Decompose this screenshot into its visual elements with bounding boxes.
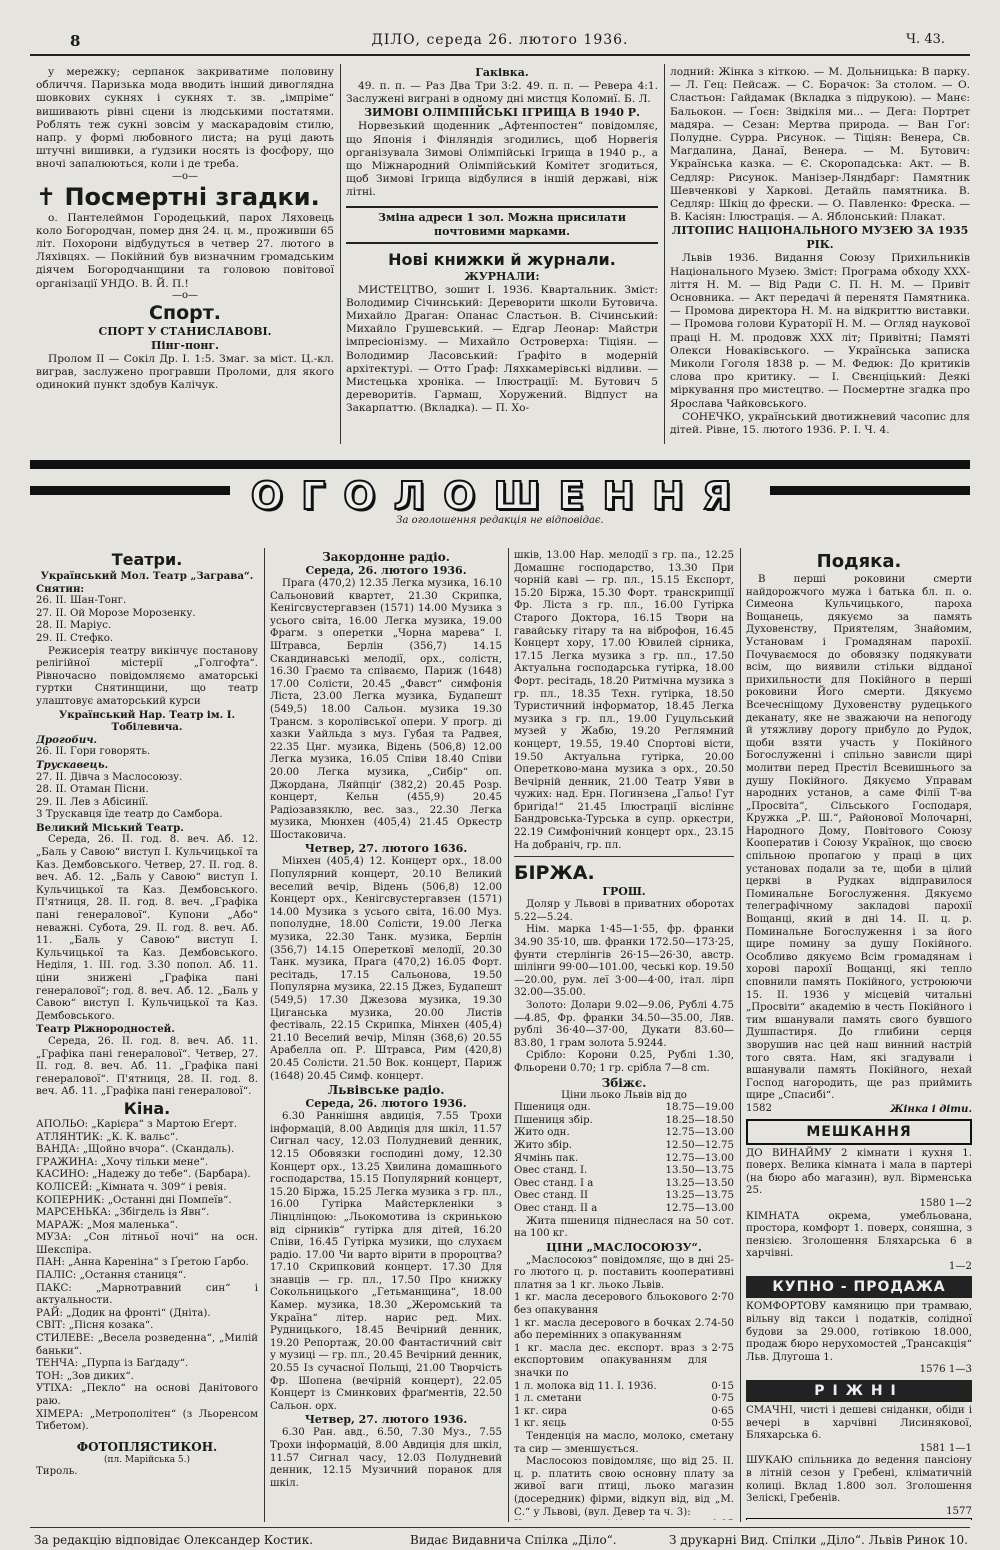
theatre-1-note: Режисерія театру викінчує постанову релігійної містерії „Голгофта“. Рівночасно повідомляємо аматорські гуртки Снятинщини, що театр улаштовує аматорський курси <box>36 645 258 707</box>
maslosoyuz-row <box>514 1318 734 1343</box>
schedule-item: 26. II. Гори говорять. <box>36 746 151 758</box>
sport-text: Пролом II — Сокіл Др. І. 1:5. Змаг. за міст. Ц.-кл. виграв, заслужено програвши Проломи, для якого одинокий пункт здобув Калічук. <box>36 352 334 392</box>
radio-date-4: Четвер, 27. лютого 1936. <box>304 1413 468 1427</box>
row-value: 2·70 <box>711 1292 734 1304</box>
grain-row <box>514 1190 734 1203</box>
banner-bar-top <box>30 460 970 469</box>
radio-date-2: Четвер, 27. лютого 1636. <box>304 842 468 856</box>
cinema-item: ПАКС: „Марнотравний син“ і актуальности. <box>36 1282 258 1307</box>
schedule-item: 27. II. Дівча з Маслосоюзу. <box>36 771 183 783</box>
cinema-item: СТИЛЕВЕ: „Весела розведенна“, „Милій баньки“. <box>36 1333 258 1357</box>
row-label: 1 кг. яєць <box>514 1418 567 1430</box>
buy-sell-ad-1: КОМФОРТОВУ камяницю при трамваю, вільну від такси і податків, солідної будови за 29.000, готівкою 18.000, продаж бюро нерухомостей „Трансакція“ Льв. Длугоша 1. <box>746 1301 972 1363</box>
row-value: 0·55 <box>711 1418 734 1430</box>
row-label: 1 кг. сира <box>514 1405 567 1417</box>
theatre-2-city: Дрогобич. <box>36 733 98 746</box>
sport-subtitle: СПОРТ У СТАНИСЛАВОВІ. <box>98 324 272 338</box>
exchange-silver: Срібло: Корони 0.25, Рублі 1.30, Фльорени 0.70; 1 гр. срібла 7—8 cm. <box>514 1050 734 1074</box>
theatres-title: Театри. <box>111 550 183 569</box>
masthead-line: ДІЛО, середа 26. лютого 1936. <box>371 32 629 48</box>
row-label <box>514 1519 711 1520</box>
row-label: 1 л. молока від 11. І. 1936. <box>514 1380 657 1392</box>
buy-sell-heading: КУПНО - ПРОДАЖА <box>746 1276 972 1298</box>
misc-ad-2: ШУКАЮ спільника до ведення пансіону в літній сезон у Гребені, кліматичній колиці. Вклад 1.800 зол. Зголошення Зеліскі, Гребенів. <box>746 1455 972 1505</box>
cinema-item: ТЕНЧА: „Пурпа із Баґдаду“. <box>36 1358 189 1370</box>
row-label: Овес станд. І а <box>514 1177 594 1189</box>
housing-ad-2: КІМНАТА окрема, умебльована, простора, комфорт 1. поверх, соняшна, з пензією. Зголошення Бляхарська 6 в харчівні. <box>746 1210 972 1260</box>
cinema-item: УТІХА: „Пекло“ на основі Данітового раю. <box>36 1383 258 1407</box>
poultry-row <box>514 1519 734 1520</box>
grain-row <box>514 1127 734 1140</box>
row-value: 12.75—13.00 <box>665 1202 734 1214</box>
row-value: 13.25—13.50 <box>665 1177 734 1189</box>
obituary-title: ✝ Посмертні згадки. <box>36 182 320 211</box>
radio-date-3: Середа, 26. лютого 1936. <box>305 1097 467 1111</box>
maslosoyuz-title: ЦІНИ „МАСЛОСОЮЗУ“. <box>546 1240 702 1254</box>
top-column-2 <box>346 66 658 442</box>
row-value: 2.74-50 <box>694 1317 734 1329</box>
banner-title: ОГОЛОШЕННЯ <box>250 474 750 518</box>
maslosoyuz-row <box>514 1292 734 1317</box>
radio-text-continued: шків, 13.00 Нар. мелодії з гр. па., 12.25 Домашнє господарство, 13.30 При чорній каві — гр. пл., 15.15 Експорт, 15.20 Біржа, 15.30 Форт. транскрипції Фр. Ліста з гр. пл., 16.00 Гутірка Старого Доктора, 16.15 Твори на гавайську гітару та на віброфон, 16.45 Концерт хору, 17.00 Ювилей сірника, 17.15 Легка музика з гр. пл., 17.50 Актуальна господарська гутірка, 18.00 Форт. ресітадь, 18.20 Ритмічна музика з гр. пл., 18.35 Техн. гутірка, 18.50 Туристичний інформатор, 18.45 Легка музика з гр. пл., 19.00 Гуцульський музей у Жабю, 19.20 Реглямний концерт, 19.55, 19.40 Спортові вісти, 19.50 Актуальна гутірка, 20.00 Оперетково-мана музика з орх., 20.50 Вечірній денник, 21.00 Театр Уяви в чужих: над. Ерн. Погинзена „Гальо! Гут бригіда!“ 21.45 Ілюстрації вісліннє Бандровська-Турська в супр. оркестри, 22.19 Симфонічний концерт орх., 23.15 На добраніч, гр. пл. <box>514 550 734 851</box>
column-rule <box>264 548 265 1522</box>
row-label: Овес станд. ІІ а <box>514 1202 598 1214</box>
cinema-item: ТОН: „Зов диких“. <box>36 1370 134 1382</box>
thanks-title: Подяка. <box>816 551 902 572</box>
row-value: 12.50—12.75 <box>665 1139 734 1151</box>
schedule-item: 26. II. Шан-Тонг. <box>36 595 127 607</box>
cinema-item: МУЗА: „Сон літньої ночі“ на осн. Шекспіра. <box>36 1232 258 1256</box>
thanks-text: В перші роковини смерти найдорожчого мужа і батька бл. п. о. Симеона Кульчицького, пароха Вощанець, дякуємо за память Духовенству, Приятелям, Знайомим, Установам і Громадянам парохії. Почуваємося до обовязку подякувати всім, що виявили стільки відданої прихильности для Покійного в перші роковини Його смерти. Дякуємо Всечесніщому Духовенству рудецького деканату, яке не зважаючи на непогоду й утяжливу дорогу прибуло до Рудок, щоби взяти участь у Покійного Богослуженні і спільно зависли щирі молитви перед Престіл Всевишнього за душу Покійного. Дякуємо Управам народних установ, а саме Філії Т-ва „Просвіта“, Сільського Господаря, Кружка „Р. Ш.“, Районової Молочарні, Народного Дому, Повітового Союзу Кооператив і Союзу Українок, що своєю спільною пропагою у праці в цих установах подали за те, щоби в цілий церкві в Рудках відправилося Поминальне Богослуження. Дякуємо телеграфічному закладові парохії Вощанці, який в дні 14. II. ц. р. Поминальне Богослуження і за його щире помину за душу Покійного. Особливо дякуємо Всім громадянам і хорові парохії Вощанці, які тепло сповнили память Покійного, устроюючи 15. II. 1936 у місцевій читальні „Просвіти“ академію в честь Покійного і тим вшанували память свого бувшого Душпастиря. До глибини серця зворушив нас цей наш винний настрій того свята. Нам, які згадували і вшанували память Покійного, нехай Господ нагородить, ще раз приймить щире „Спасибі“. <box>746 574 972 1102</box>
schedule-item: 28. II. Отаман Пісни. <box>36 784 149 796</box>
maslosoyuz-row <box>514 1343 734 1381</box>
page-header <box>30 32 970 56</box>
theatre-1-city: Снятин: <box>36 582 85 595</box>
grain-row <box>514 1115 734 1128</box>
theatre-2-schedule <box>36 746 258 759</box>
separator: —o— <box>171 170 199 182</box>
hockey-title: Гаківка. <box>475 66 529 79</box>
cinema-title: Кіна. <box>123 1098 171 1118</box>
issue-number: Ч. 43. <box>906 32 945 47</box>
ads-banner <box>30 460 970 535</box>
row-value <box>711 1519 734 1520</box>
grain-row <box>514 1153 734 1166</box>
fotoplastikon-address: (пл. Марійська 5.) <box>103 1454 191 1465</box>
cinema-item: ПАЛІС: „Остання станиця“. <box>36 1270 187 1282</box>
cinema-item: КАСИНО: „Надежу до тебе“. (Барбара). <box>36 1169 251 1181</box>
fotoplastikon-title: ФОТОПЛЯСТИКОН. <box>76 1439 218 1454</box>
maslosoyuz-table <box>514 1292 734 1431</box>
grain-row <box>514 1102 734 1115</box>
exchange-dollar: Доляр у Львові в приватних оборотах 5.22—5.24. <box>514 899 734 923</box>
sport-title: Спорт. <box>149 301 221 324</box>
maslosoyuz-row <box>514 1381 734 1394</box>
address-box <box>346 206 658 244</box>
separator: —o— <box>171 289 199 301</box>
footer-editor: За редакцію відповідає Олександер Костик. <box>34 1533 314 1547</box>
exchange-column <box>514 550 734 1520</box>
cinema-list <box>36 1119 258 1434</box>
radio-text-4: 6.30 Ран. авд., 6.50, 7.30 Муз., 7.55 Трохи інформацій, 8.00 Авдиція для шкіл, 11.57 Сигнал часу, 12.03 Полудневий денник, 12.15 Музичний поранок для шкіл. <box>270 1427 502 1489</box>
theatre-3-name: Великий Міський Театр. <box>36 821 184 834</box>
grain-table <box>514 1102 734 1215</box>
housing-ad-1: ДО ВИНАЙМУ 2 кімнати і кухня 1. поверх. Велика кімната і мала в партері (на бюро або магазин), вул. Вірменська 25. <box>746 1147 972 1197</box>
schedule-item: 3 Трускавця їде театр до Самбора. <box>36 809 223 821</box>
foreign-radio-title: Закордонне радіо. <box>322 550 450 564</box>
misc-ad-2-number: 1577 <box>946 1505 972 1517</box>
row-label: 1 кг. масла десерового в бочках або перемінних з опакуванням <box>514 1317 691 1342</box>
row-value: 0·75 <box>711 1393 734 1405</box>
exchange-title: БІРЖА. <box>514 862 595 885</box>
row-value: 12.75—13.00 <box>665 1152 734 1164</box>
top-column-1 <box>36 66 334 442</box>
top-column-3 <box>670 66 970 442</box>
column-rule <box>740 548 741 1522</box>
maslosoyuz-row <box>514 1393 734 1406</box>
schedule-item: 29. II. Лев з Абісинії. <box>36 796 149 808</box>
cinema-item: МАРАЖ: „Моя маленька“. <box>36 1219 179 1231</box>
cinema-item: ПАН: „Анна Кареніна“ з Ґретою Ґарбо. <box>36 1257 249 1269</box>
cinema-item: МАРСЕНЬКА: „Збігдель із Явн“. <box>36 1207 210 1219</box>
page-number: 8 <box>70 32 81 50</box>
row-label: 1 кг. масла дес. експорт. враз з експортовим опакуванням для значки по <box>514 1342 708 1380</box>
cinema-item: АТЛЯНТИК: „К. К. вальс“. <box>36 1131 179 1143</box>
row-label: Жито збір. <box>514 1139 572 1151</box>
art-list-text: лодний: Жінка з кіткою. — М. Дольницька: В парку. — Л. Гец: Пейсаж. — С. Борачок: За столом. — О. Сластьон: Гайдамак (Вкладка з підрукою). — Манє: Бальокон. — Ґоєн: Звідкіля ми... — Дега: Портрет мадяра. — Сезан: Мертва природа. — Ван Гоґ: Полудне. Сурра. Рисунок. — Тіціян: Венера, Св. Магдалина, Данаї, Венера. — М. Бутович: Українська казка. — Є. Скоропадська: Акт. — В. Седляр: Рисунок. Манізер-Ляндбарг: Памятник Шевченкові у Харкові. Детайль памятника. В. Седляр: Шкіц до фрески. — О. Павленко: Фреска. — В. Касіян: Ілюстрація. — А. Яблонський: Плакат. <box>670 66 970 224</box>
cinema-item: СВІТ: „Пісня козака“. <box>36 1320 154 1332</box>
exchange-gold: Золото: Долари 9.02—9.06, Рублі 4.75—4.85, Фр. франки 34.50—35.00, Ляв. рублі 36·40—37·00, Дукати 83.60—83.80, 1 грам золота 5.9244. <box>514 1000 734 1049</box>
schedule-item: 29. II. Стефко. <box>36 632 114 644</box>
chronicle-title: ЛІТОПИС НАЦІОНАЛЬНОГО МУЗЕЮ ЗА 1935 РІК. <box>671 224 969 252</box>
footer-publisher: Видає Видавнича Спілка „Діло“. <box>410 1533 617 1547</box>
theatre-4-name: Театр Ріжнородностей. <box>36 1023 175 1036</box>
cinema-item: ГРАЖИНА: „Хочу тільки мене“. <box>36 1156 209 1168</box>
cinema-item: ВАНДА: „Щойно вчора“. (Скандаль). <box>36 1144 235 1156</box>
row-value: 13.25—13.75 <box>665 1190 734 1202</box>
money-title: ГРОШ. <box>602 885 646 899</box>
grain-row <box>514 1140 734 1153</box>
schedule-item: 28. II. Маріус. <box>36 620 112 632</box>
thanks-signature: Жінка і діти. <box>890 1102 972 1115</box>
poultry-intro: Маслосоюз повідомляє, що від 25. II. ц. р. платить свою основну плату за живої ваги птиці, льоко магазин (досередник) фірми, відкуп від, від „М. С.“ у Львові, (вул. Девер та ч. 3): <box>514 1456 734 1518</box>
radio-text-2: Мінхен (405,4) 12. Концерт орх., 18.00 Популярний концерт, 20.10 Великий веселий вечір, Відень (506,8) 12.00 Концерт орх., Кенігсвустергавзен (1571) 14.00 Музика з усього світа, 16.00 Муз. пополудне, 18.00 Солісти, 19.00 Легка музика, 22.30 Танк. музика, Берлін (356,7) 14.15 Оперетковї мелодії, 20.30 Танк. музика, Прага (470,2) 16.05 Форт. ресітадь, 17.15 Сальонова, 19.50 Популярна музика, 22.15 Джез, Будапешт (549,5) 17.30 Джезова музика, 19.30 Циганська музика, 20.00 Листів фестіваль, 22.15 Скрипка, Мінхен (405,4) 21.10 Веселий вечір, Мілян (368,6) 20.55 Арабелла оп. Р. Штравса, Рим (420,8) 20.45 Солісти. 21.50 Вок. концерт, Париж (1648) 20.45 Симф. концерт. <box>270 856 502 1082</box>
radio-text-1: Прага (470,2) 12.35 Легка музика, 16.10 Сальоновий квартет, 21.30 Скрипка, Кенігсвустергавзен (1571) 14.00 Музика з усього світа, 16.00 Легка музика, 19.00 Фрагм. з оперетки „Чорна марева“ І. Штравса, Берлін (356,7) 14.15 Скандинавські мелодії, орх., солістн, 16.30 Граємо та співаємо, Париж (1648) 17.00 Солісти, 20.45 „Фавст“ симфонія Ліста, 23.00 Легка музика, Будапешт (549,5) 18.00 Сальон. музика 19.30 Трансм. з королівської опери. У прогр. ді хазки Уайльда з муз. Губая та Радвея, 22.35 Цнг. музика, Відень (506,8) 12.00 Легка музика, 16.05 Співи 18.40 Співи 20.00 Легка музика, „Сибір“ оп. Джордана, Ляйпціґ (382,2) 20.45 Розр. концерт, Кельн (455,9) 20.45 Радіозавзяклю, вес. заз., 22.30 Легка музика, Мюнхен (405,4) 21.45 Оркестр Шостаковича. <box>270 578 502 841</box>
fotoplastikon-text: Тироль. <box>36 1466 78 1478</box>
maslosoyuz-row <box>514 1406 734 1419</box>
radio-date-1: Середа, 26. лютого 1936. <box>305 564 467 577</box>
misc-heading: РІЖНІ <box>746 1380 972 1402</box>
radio-column <box>270 550 502 1520</box>
cinema-item: КОПЕРНИК: „Останні дні Помпеїв“. <box>36 1194 232 1206</box>
grain-row <box>514 1165 734 1178</box>
theatre-4-text: Середа, 26. II. год. 8. веч. Аб. 11. „Графіка пані генералової“. Четвер, 27. II. год. 8. веч. Аб. 11. „Графіка пані генералової“. П'ятниця, 28. II. год. 8. веч. Аб. 11. „Графіка пані генералової“. <box>36 1035 258 1098</box>
classifieds-column <box>746 550 972 1520</box>
books-subtitle: ЖУРНАЛИ: <box>464 269 540 283</box>
row-value: 2·75 <box>711 1342 734 1354</box>
schedule-item: 27. II. Ой Морозе Морозенку. <box>36 607 196 619</box>
maslosoyuz-row <box>514 1418 734 1431</box>
column-rule <box>340 64 341 444</box>
column-rule <box>664 64 665 444</box>
theatres-column <box>36 550 258 1520</box>
row-label: Пшениця збір. <box>514 1114 593 1126</box>
row-value: 0·15 <box>711 1380 734 1392</box>
theatre-2-schedule-2 <box>36 772 258 822</box>
books-title: Нові книжки й журнали. <box>388 249 616 269</box>
divider <box>514 856 734 857</box>
fashion-text: у мережку; серпанок закриватиме половину обличчя. Паризька мода вводить інший дивоглядна шовкових сукнях і сукнях т. зв. „імпріме“ вишивають рівні сцени із людськими постатями. Роблять теж сукні зовсім у маскарадовім стилю, напр. у формі любовного листа; на руці дають штучні вишивки, а ґудзики носять із фосфору, що вночі запалюються, коли і де треба. <box>36 66 334 171</box>
housing-ad-2-number: 1—2 <box>948 1260 972 1272</box>
sport-subtitle-2: Пінг-понг. <box>151 338 219 352</box>
theatre-1-name: Український Мол. Театр „Заграва“. <box>40 570 254 582</box>
row-label: 1 л. сметани <box>514 1393 582 1405</box>
sonechko-text: СОНЕЧКО, український двотижневий часопис для дітей. Рівне, 15. лютого 1936. Р. І. Ч. 4. <box>670 410 970 437</box>
banner-subtitle: За оголошення редакція не відповідає. <box>396 515 604 526</box>
cinema-item: КОЛІСЕЙ: „Кімната ч. 309“ і ревія. <box>36 1181 227 1193</box>
hockey-text: 49. п. п. — Раз Два Три 3:2. 49. п. п. — Ревера 4:1. Заслужені виграні в одному дні мистця Коломиї. Б. Л. <box>346 80 658 106</box>
row-label: 1 кг. масла десерового бльокового без опакування <box>514 1292 708 1317</box>
row-label: Пшениця одн. <box>514 1102 591 1114</box>
housing-heading: МЕШКАННЯ <box>746 1119 972 1145</box>
row-label: Овес станд. ІІ <box>514 1190 589 1202</box>
grain-note: Жита пшениця піднеслася на 50 сот. на 100 кг. <box>514 1215 734 1240</box>
row-value: 13.50—13.75 <box>665 1165 734 1177</box>
theatre-2-city-2: Трускавець. <box>36 758 109 771</box>
shopping-notice-box <box>746 1518 972 1520</box>
row-label: Ячмінь пак. <box>514 1152 579 1164</box>
cinema-item: РАЙ: „Додик на фронті“ (Дніта). <box>36 1307 211 1319</box>
misc-ad-1-number: 1581 1—1 <box>919 1442 972 1454</box>
row-value: 0·65 <box>711 1405 734 1417</box>
misc-ad-1: СМАЧНІ, чисті і дешеві сніданки, обіди і вечері в харчівні Лисинякової, Бляхарська 6. <box>746 1405 972 1442</box>
thanks-signature-row <box>746 1103 972 1116</box>
exchange-rates: Нім. марка 1·45—1·55, фр. франки 34.90 35·10, шв. франки 172.50—173·25, фунти стерлінгів 26·15—26·30, австр. шілінги 99·00—101.00, чеські кор. 19.50—20.00, рум. леї 3·00—4·00, італ. лірп 32.00—35.00. <box>514 924 734 999</box>
obituary-text: о. Пантелеймон Городецький, парох Ляховець коло Богородчан, помер дня 24. ц. м., проживши 65 літ. Похорони відбудуться в четвер 27. лютого в Ляхівцях. — Покійний був визначним громадським діячем Богородчанщини та головою повітової організації УНДО. В. Й. П.! <box>36 211 334 290</box>
row-label: Жито одн. <box>514 1127 570 1139</box>
olympic-text: Норвезький щоденник „Афтенпостен“ повідомляє, що Японія і Фінляндія згодились, щоб Норвегія організувала Зимові Олімпійські Ігрища в 1940 р., а що Міжнародний Олімпійський Комітет згодиться, щоб Зимові Ігрища відбулися в іншій державі, ніж літні. <box>346 120 658 199</box>
grain-row <box>514 1178 734 1191</box>
row-label: Овес станд. І. <box>514 1165 588 1177</box>
address-box-text: Зміна адреси 1 зол. Можна присилати почтовими марками. <box>377 210 626 238</box>
grain-title: Збіжє. <box>601 1075 647 1090</box>
books-text: МИСТЕЦТВО, зошит І. 1936. Квартальник. Зміст: Володимир Січинський: Дереворити школи Бутовича. Михайло Драган: Опанас Сластьон. В. Січинський: Михайло Грушевський. — Едгар Леонар: Майстри імпресіонізму. — Михайло Островерха: Тіціян. — Володимир Ласовський: Ґрафіто в модерній архітектурі. — Отто Ґраф: Ляхкамерівські відливи. — Мистецька хроніка. — Ілюстрації: М. Бутович 5 дереворитів. Гармаш, Хоружений. Відпуст на Закарпаттю. (Вкладка). — П. Хо- <box>346 283 658 415</box>
poultry-table <box>514 1519 734 1520</box>
column-rule <box>508 548 509 1522</box>
cinema-item: АПОЛЬО: „Карієра“ з Мартою Еґерт. <box>36 1118 238 1130</box>
footer-printer: З друкарні Вид. Спілки „Діло“. Львів Ринок 10. <box>668 1533 968 1547</box>
lviv-radio-title: Львівське радіо. <box>327 1083 445 1098</box>
maslosoyuz-intro: „Маслосоюз“ повідомляє, що в дні 25-го лютого ц. р. поставить кооперативні платня за 1 кг. льоко Львів. <box>514 1254 734 1291</box>
theatre-1-schedule <box>36 595 258 645</box>
grain-header: Ціни льоко Львів від до <box>561 1089 687 1101</box>
theatre-3-text: Середа, 26. II. год. 8. веч. Аб. 12. „Баль у Савою“ виступ І. Кульчицької та Каз. Дембовського. Четвер, 27. II. год. 8. веч. Аб. 12. „Баль у Савою“ виступ І. Кульчицької та Каз. Дембовського. П'ятниця, 28. II. год. 8. веч. „Графіка пані генералової“. Купони „Або“ неважні. Субота, 29. II. год. 8. веч. Аб. 11. „Баль у Савою“ виступ І. Кульчицької та Каз. Дембовського. Неділя, 1. III. год. 3.30 попол. Аб. 11. ціни знижені „Графіка пані генералової“; год. 8. веч. Аб. 12. „Баль у Савою“ виступ І. Кульчицької та Каз. Дембовського. <box>36 834 258 1022</box>
chronicle-text: Львів 1936. Видання Союзу Прихильників Національного Музею. Зміст: Програма обходу ХХХ-ліття Н. М. — Від Ради С. П. Н. М. — Привіт Основника. — Акт передачі й перенятя Памятника. — Промова директора Н. М. на відкриттю виставки. — Промова голови Кураторії Н. М. — Огляд наукової праці Н. М. продовж ХХХ літ; Привітні; Памяті Олекси Новаківського. — Українська записка Миколи Гоголя 1838 р. — М. Федюк: До критиків слова про критику. — І. Свєнціцький: Деякі міркування про мистецтво. — Посмертне згадка про Ярослава Чайковського. <box>670 252 970 410</box>
maslosoyuz-note: Тенденція на масло, молоко, сметану та сир — зменшується. <box>514 1431 734 1455</box>
housing-ad-1-number: 1580 1—2 <box>919 1197 972 1209</box>
thanks-number: 1582 <box>746 1102 772 1114</box>
theatre-2-name: Український Нар. Театр ім. І. Тобілевича. <box>58 708 236 734</box>
grain-row <box>514 1203 734 1216</box>
row-value: 18.25—18.50 <box>665 1114 734 1126</box>
olympic-title: ЗИМОВІ ОЛІМПІЙСЬКІ ІГРИЩА В 1940 Р. <box>364 106 640 120</box>
buy-sell-ad-1-number: 1576 1—3 <box>919 1364 972 1376</box>
radio-text-3: 6.30 Раннішня авдиція, 7.55 Трохи інформацій, 8.00 Авдиція для шкіл, 11.57 Сигнал часу, 12.03 Полудневий денник, 12.15 Обовязки господині дому, 12.30 Концерт орх., 13.25 Хвилина домашнього господарства, 15.15 Популярний концерт, 15.20 Біржа, 15.25 Легка музика з гр. пл., 16.00 Гутірка Майстеркленіки з Лінцлінцою: „Льокомотива із скринькою від сірників“ гутірка для дітей, 16.20 Співи, 16.45 Гутірка музики, що слухаєм радіо. 17.00 Чи варто вірити в пророцтва? 17.10 Скрипковий концерт. 17.30 Для знавців — гр. пл., 17.50 Про книжку Сокольницького „Гетьманщина“, 18.00 Камер. музика, 18.30 „Жеромський та Україна“ літер. нарис ред. Мих. Рудницького, 18.45 Вечірний денник, 19.20 Репортаж, 20.00 Фантастичний світ у музиці — гр. пл., 20.45 Вечірний денник, 20.55 Із сучасної Польщі, 21.00 Творчість Фр. Шопена (вечірній концерт), 22.05 Концерт із Сминкових фраґментів, 22.50 Сальон. орх. <box>270 1111 502 1412</box>
row-value: 12.75—13.00 <box>665 1127 734 1139</box>
page-footer <box>30 1527 970 1550</box>
cinema-item: ХІМЕРА: „Метрополітен“ (з Льоренсом Тибетом). <box>36 1408 258 1433</box>
row-value: 18.75—19.00 <box>665 1102 734 1114</box>
